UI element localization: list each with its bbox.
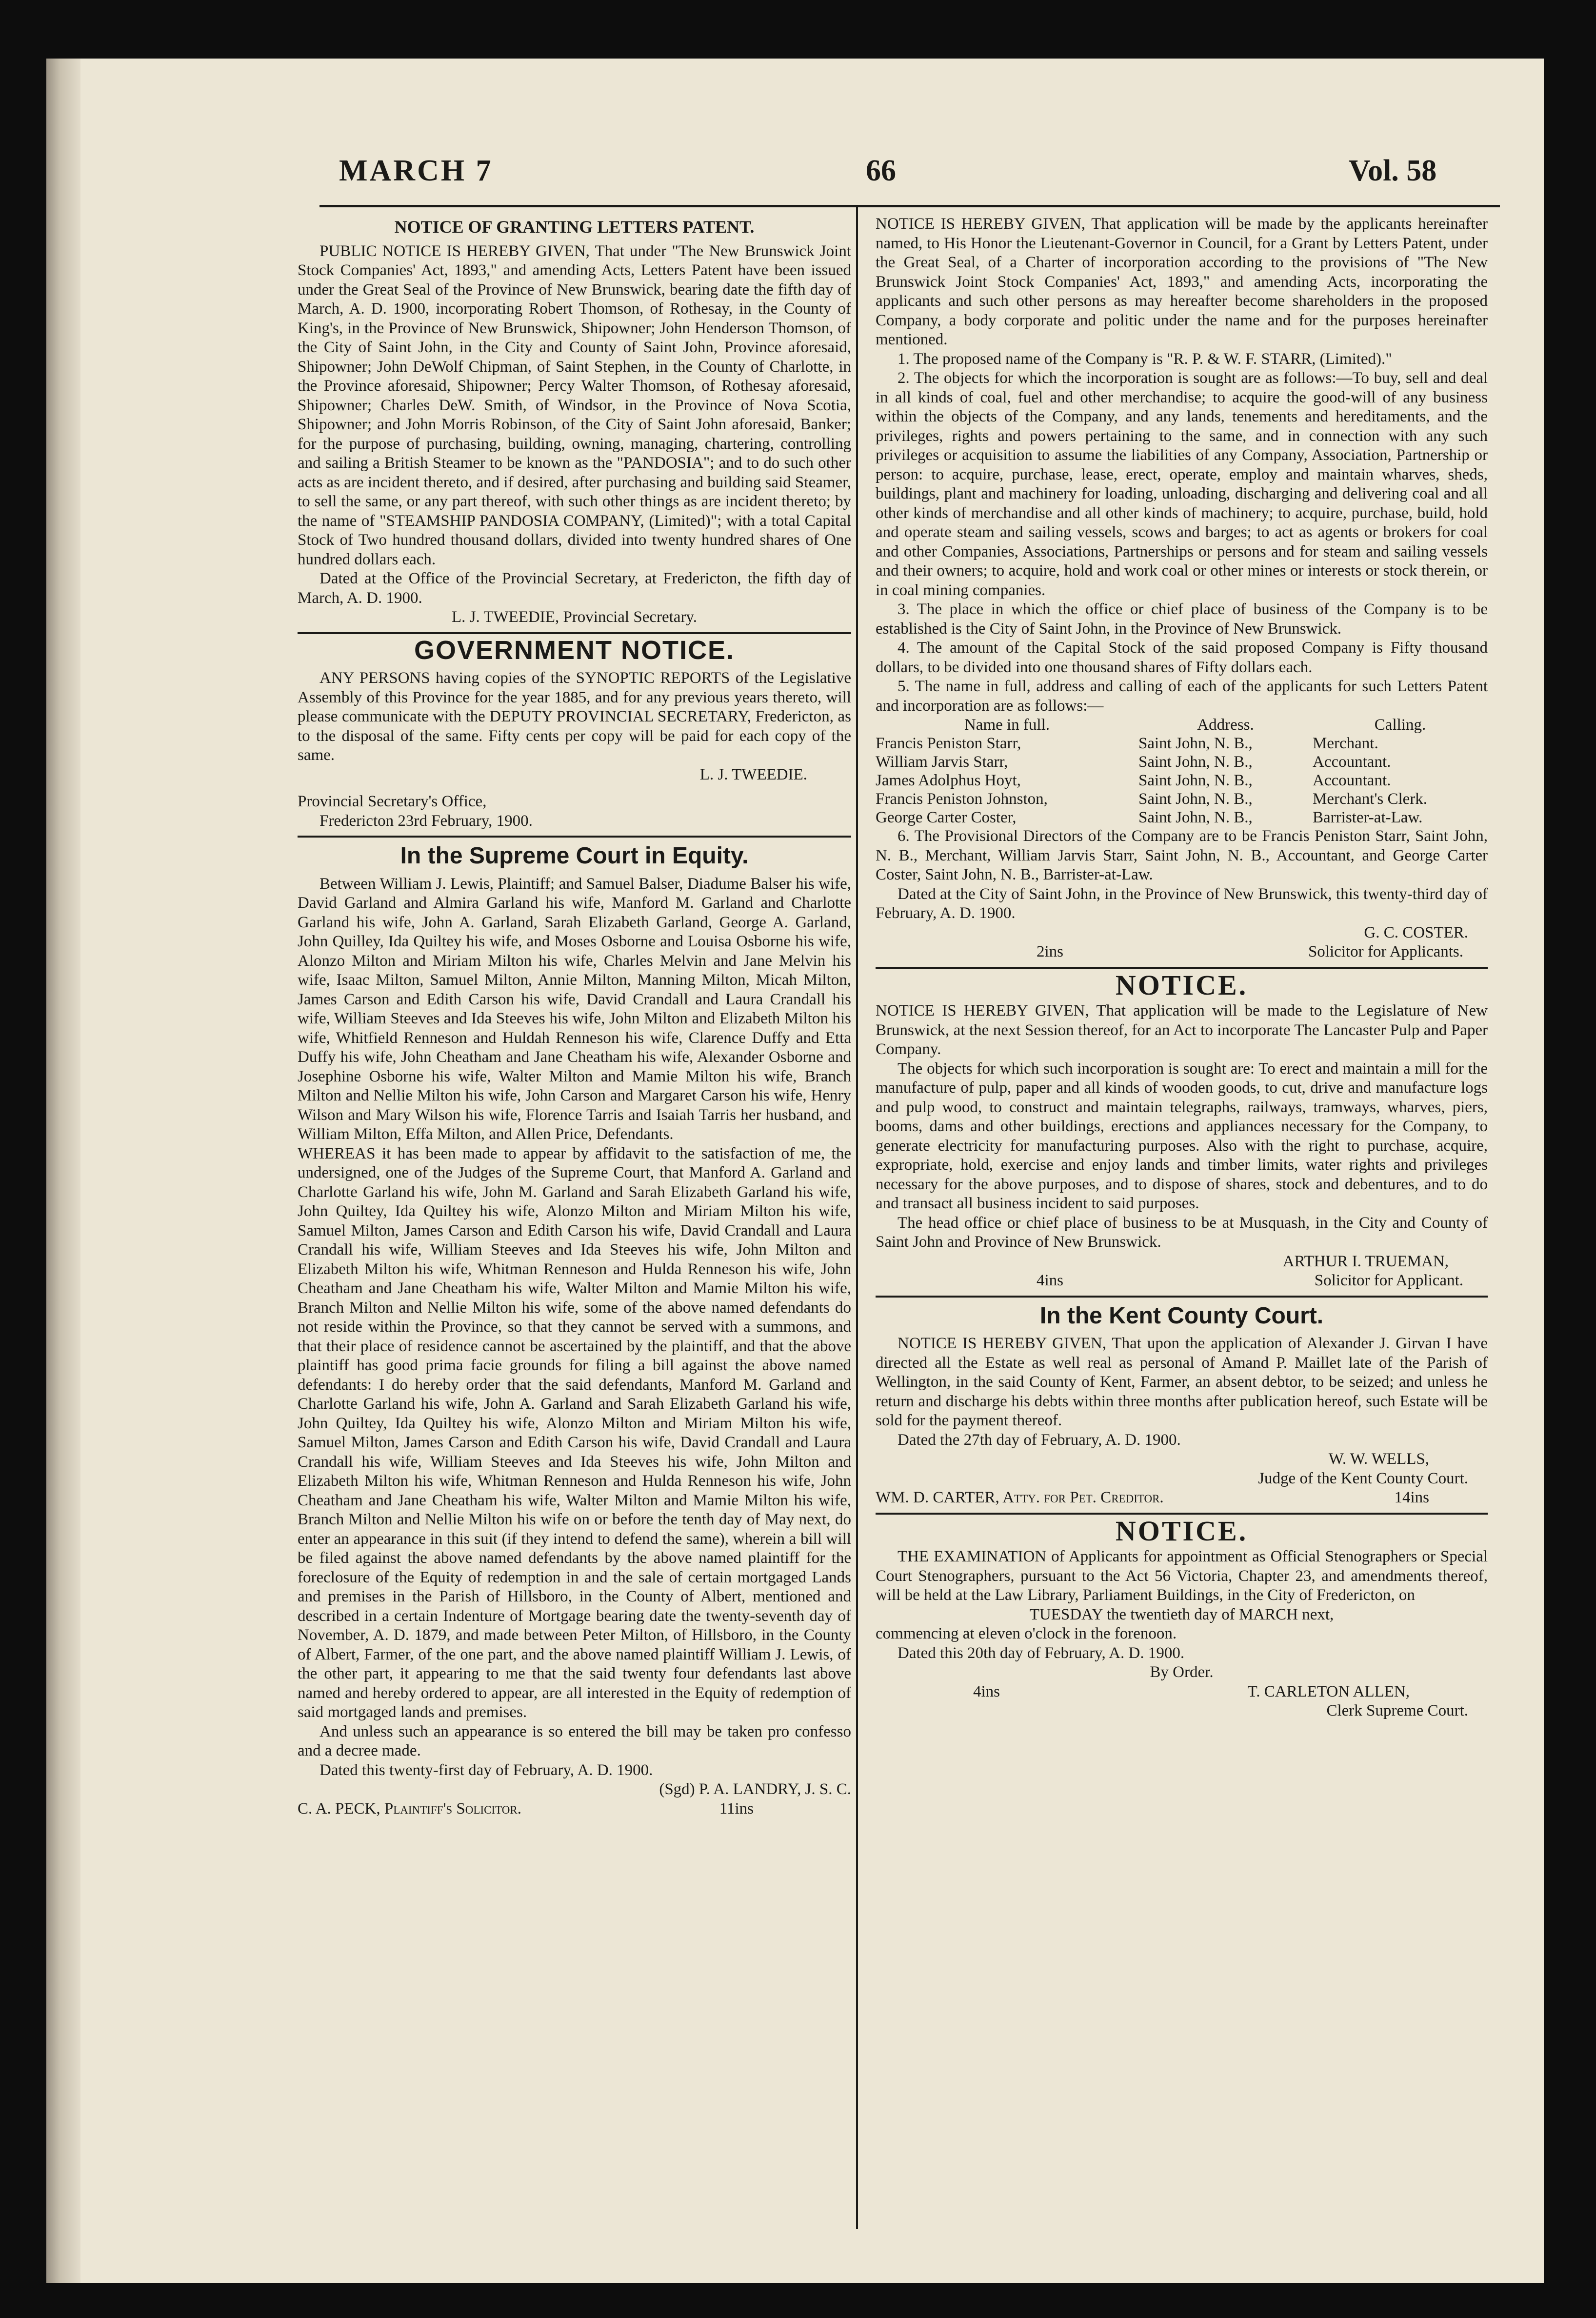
applicant-name: Francis Peniston Johnston, <box>876 790 1048 808</box>
section-rule <box>298 836 851 838</box>
examination-date-line: TUESDAY the twentieth day of MARCH next, <box>1029 1605 1334 1623</box>
letters-patent-notice <box>298 218 851 627</box>
starr-notice-role: Solicitor for Applicants. <box>1308 943 1463 960</box>
starr-notice-ins: 2ins <box>1037 943 1064 960</box>
applicant-calling: Merchant. <box>1313 735 1378 752</box>
lancaster-pulp-notice <box>876 969 1488 1291</box>
supreme-court-notice <box>298 843 851 1818</box>
government-notice <box>298 635 851 831</box>
section-rule <box>876 967 1488 969</box>
table-header: Address. <box>1197 716 1254 734</box>
kent-court-heading: In the Kent County Court. <box>1039 1302 1324 1329</box>
supreme-court-ins: 11ins <box>719 1799 754 1818</box>
table-header: Calling. <box>1374 716 1426 734</box>
examination-heading: NOTICE. <box>1115 1515 1248 1547</box>
table-row <box>876 808 1488 827</box>
applicant-calling: Accountant. <box>1313 772 1391 789</box>
book-spine <box>46 59 80 2283</box>
applicant-name: James Adolphus Hoyt, <box>876 772 1021 789</box>
page-number: 66 <box>866 154 896 187</box>
starr-notice-dated: Dated at the City of Saint John, in the Province of New Brunswick, this twenty-third day of February, A. D. 1900. <box>876 885 1488 922</box>
issue-date: MARCH 7 <box>339 154 493 187</box>
lancaster-notice-objects: The objects for which such incorporation is sought are: To erect and maintain a mill for the manufacture of pulp, paper and all kinds of wooden goods, to cut, drive and manufacture logs and pulp wood, to construct and maintain telegraphs, railways, tramways, wharves, piers, booms, dams and other buildings, erections and appliances necessary for the Company, to generate electricity for manufacturing purposes. Also with the right to purchase, acquire, expropriate, hold, exercise and enjoy lands and timber limits, water rights and privileges necessary for the above purposes, and to dispose of shares, stock and debentures, and to do and transact all business incident to said purposes. <box>876 1059 1488 1212</box>
government-notice-signature: L. J. TWEEDIE. <box>699 765 807 783</box>
lancaster-notice-intro: NOTICE IS HEREBY GIVEN, That application will be made to the Legislature of New Brunswick, at the next Session thereof, for an Act to incorporate The Lancaster Pulp and Paper Company. <box>876 1002 1488 1058</box>
applicant-name: George Carter Coster, <box>876 809 1017 826</box>
kent-court-body: NOTICE IS HEREBY GIVEN, That upon the application of Alexander J. Girvan I have directed all the Estate as well real as personal of Amand P. Maillet late of the Parish of Wellington, in the said County of Kent, Farmer, an absent debtor, to be seized; and unless he return and discharge his debts within three months after publication hereof, such Estate will be sold for the payment thereof. <box>876 1335 1488 1429</box>
letters-patent-signature: L. J. TWEEDIE, Provincial Secretary. <box>451 608 698 626</box>
examination-dated: Dated this 20th day of February, A. D. 1900. <box>898 1644 1185 1662</box>
starr-notice-p2: 2. The objects for which the incorporation is sought are as follows:—To buy, sell and deal in all kinds of coal, fuel and other merchandise; to acquire the good-will of any business within the objects of the Company, and any lands, tenements and hereditaments, and the privileges, rights and powers pertaining to the same, and in connection with any such privileges or acquisition to assume the liabilities of any Company, Association, Partnership or person: to acquire, purchase, lease, erect, operate, employ and maintain wharves, sheds, buildings, plant and machinery for loading, unloading, discharging and delivering coal and all other kinds of merchandise and all other kinds of machinery; to acquire, purchase, build, hold and operate steam and sailing vessels, scows and barges; to act as agents or brokers for coal and other Companies, Associations, Partnerships or persons and for steam and sailing vessels and their owners; to acquire, hold and work coal or other mines or interests or stock therein, or in coal mining companies. <box>876 369 1488 599</box>
starr-notice-p4: 4. The amount of the Capital Stock of the said proposed Company is Fifty thousand dollars, to be divided into one thousand shares of Fifty dollars each. <box>876 639 1488 676</box>
supreme-court-whereas: WHEREAS it has been made to appear by affidavit to the satisfaction of me, the undersigned, one of the Judges of the Supreme Court, that Manford A. Garland and Charlotte Garland his wife, John M. Garland and Sarah Elizabeth Garland his wife, John Quiltey, Ida Quiltey his wife, Alonzo Milton and Miriam Milton his wife, Samuel Milton, James Carson and Edith Carson his wife, David Crandall and Laura Crandall his wife, William Steeves and Ida Steeves his wife, John Milton and Elizabeth Milton his wife, Whitman Renneson and Hulda Renneson his wife, John Cheatham and Jane Cheatham his wife, Walter Milton and Mamie Milton his wife, Branch Milton and Nellie Milton his wife, some of the above named defendants do not reside within the Province, so that they cannot be served with a summons, and that their place of residence cannot be ascertained by the plaintiff, and that the above plaintiff has good prima facie grounds for filing a bill against the above named defendants: I do hereby order that the said defendants, Manford M. Garland and Charlotte Garland his wife, John A. Garland and Sarah Elizabeth Garland his wife, John Quiltey, Ida Quiltey his wife, Alonzo Milton and Miriam Milton his wife, Samuel Milton, James Carson and Edith Carson his wife, David Crandall and Laura Crandall his wife, William Steeves and Ida Steeves his wife, John Milton and Elizabeth Milton his wife, Whitman Renneson and Hulda Renneson his wife, John Cheatham and Jane Cheatham his wife, Walter Milton and Mamie Milton his wife, Branch Milton and Nellie Milton his wife on or before the tenth day of May next, do enter an appearance in this suit (if they intend to defend the same), wherein a bill will be filed against the above named defendants by the above named plaintiff for the foreclosure of the Equity of redemption in and the sale of certain mortgaged Lands and premises in the Parish of Hillsboro, in the County of Albert, mentioned and described in a certain Indenture of Mortgage bearing date the twenty-seventh day of November, A. D. 1879, and made between Peter Milton, of Hillsboro, in the County of Albert, Farmer, of the one part, and the above named plaintiff William J. Lewis, of the other part, it appearing to me that the said twenty four defendants last above named and hereby ordered to appear, are all interested in the Equity of redemption of said mortgaged lands and premises. <box>298 1144 851 1721</box>
header-rule <box>319 205 1500 207</box>
kent-court-dated: Dated the 27th day of February, A. D. 1900. <box>898 1431 1181 1449</box>
letters-patent-heading: NOTICE OF GRANTING LETTERS PATENT. <box>394 217 755 237</box>
supreme-court-judge: (Sgd) P. A. LANDRY, J. S. C. <box>659 1780 851 1798</box>
supreme-court-heading: In the Supreme Court in Equity. <box>400 843 749 869</box>
supreme-court-parties: Between William J. Lewis, Plaintiff; and Samuel Balser, Diadume Balser his wife, David Garland and Almira Garland his wife, Manford M. Garland and Charlotte Garland his wife, John A. Garland, Sarah Elizabeth Garland, George A. Garland, John Quilley, Ida Quiltey his wife, and Moses Osborne and Louisa Osborne his wife, Alonzo Milton and Miriam Milton his wife, Charles Melvin and Jane Melvin his wife, Isaac Milton, Samuel Milton, Annie Milton, Manning Milton, Micah Milton, James Carson and Edith Carson his wife, David Crandall and Laura Crandall his wife, William Steeves and Ida Steeves his wife, John Milton and Elizabeth Milton his wife, Whitfield Renneson and Huldah Renneson his wife, Clarence Duffy and Etta Duffy his wife, John Cheatham and Jane Cheatham his wife, Alexander Osborne and Josephine Osborne his wife, Walter Milton and Mamie Milton his wife, Branch Milton and Nellie Milton his wife, John Carson and Margaret Carson his wife, Henry Wilson and Mary Wilson his wife, Florence Tarris and Isaiah Tarris her husband, and William Milton, Effa Milton, and Allen Price, Defendants. <box>298 875 851 1143</box>
applicant-name: William Jarvis Starr, <box>876 753 1008 771</box>
section-rule <box>876 1296 1488 1298</box>
government-notice-heading: GOVERNMENT NOTICE. <box>414 635 735 665</box>
supreme-court-dated: Dated this twenty-first day of February, A. D. 1900. <box>319 1761 653 1779</box>
starr-notice-role-row <box>876 942 1488 962</box>
table-header: Name in full. <box>964 716 1050 734</box>
starr-notice-signature: G. C. COSTER. <box>1364 923 1468 941</box>
examination-role: Clerk Supreme Court. <box>1326 1702 1468 1719</box>
kent-court-ins: 14ins <box>1394 1489 1429 1506</box>
government-notice-office-date: Fredericton 23rd February, 1900. <box>319 812 533 830</box>
starr-incorporation-notice <box>876 215 1488 962</box>
examination-ins: 4ins <box>973 1682 1000 1700</box>
volume-number: Vol. 58 <box>1349 154 1437 187</box>
applicant-calling: Merchant's Clerk. <box>1313 790 1428 808</box>
starr-notice-p1: 1. The proposed name of the Company is "R. P. & W. F. STARR, (Limited)." <box>898 350 1392 368</box>
examination-by-order: By Order. <box>1150 1663 1214 1681</box>
applicant-address: Saint John, N. B., <box>1138 772 1253 789</box>
lancaster-notice-ins: 4ins <box>1037 1272 1064 1289</box>
starr-notice-intro: NOTICE IS HEREBY GIVEN, That application will be made by the applicants hereinafter named, to His Honor the Lieutenant-Governor in Council, for a Grant by Letters Patent, under the Great Seal, of a Charter of incorporation according to the provisions of "The New Brunswick Joint Stock Companies' Act, 1893," and amending Acts, incorporating the applicants and such other persons as may hereafter become shareholders in the proposed Company, a body corporate and politic under the name and for the purposes hereinafter mentioned. <box>876 215 1488 348</box>
supreme-court-solicitor-row <box>298 1799 851 1819</box>
starr-notice-p6: 6. The Provisional Directors of the Company are to be Francis Peniston Starr, Saint John, N. B., Merchant, William Jarvis Starr, Saint John, N. B., Accountant, and George Carter Coster, Saint John, N. B., Barrister-at-Law. <box>876 827 1488 883</box>
lancaster-notice-signature: ARTHUR I. TRUEMAN, <box>1282 1252 1449 1270</box>
starr-notice-p5: 5. The name in full, address and calling of each of the applicants for such Letters Patent and incorporation are as follows:— <box>876 678 1488 715</box>
government-notice-office: Provincial Secretary's Office, <box>298 793 487 810</box>
spacer <box>298 784 851 792</box>
government-notice-body: ANY PERSONS having copies of the SYNOPTIC REPORTS of the Legislative Assembly of this Province for the year 1885, and for any previous years thereto, will please communicate with the DEPUTY PROVINCIAL SECRETARY, Fredericton, as to the disposal of the same. Fifty cents per copy will be paid for each copy of the same. <box>298 669 851 764</box>
stenographer-examination-notice <box>876 1515 1488 1721</box>
letters-patent-dated: Dated at the Office of the Provincial Secretary, at Fredericton, the fifth day of March, A. D. 1900. <box>298 570 851 607</box>
column-divider <box>856 205 858 2229</box>
applicant-name: Francis Peniston Starr, <box>876 735 1021 752</box>
left-column <box>298 215 851 2229</box>
section-rule <box>876 1513 1488 1515</box>
examination-signature: T. CARLETON ALLEN, <box>1247 1682 1410 1700</box>
applicants-table <box>876 716 1488 827</box>
supreme-court-unless: And unless such an appearance is so entered the bill may be taken pro confesso and a decree made. <box>298 1722 851 1759</box>
applicant-calling: Barrister-at-Law. <box>1313 809 1423 826</box>
applicant-address: Saint John, N. B., <box>1138 809 1253 826</box>
table-row <box>876 753 1488 771</box>
lancaster-notice-office: The head office or chief place of business to be at Musquash, in the City and County of Saint John and Province of New Brunswick. <box>876 1214 1488 1251</box>
table-row <box>876 734 1488 753</box>
examination-signature-row <box>876 1682 1488 1702</box>
applicant-address: Saint John, N. B., <box>1138 753 1253 771</box>
lancaster-notice-role-row <box>876 1271 1488 1291</box>
examination-time-line: commencing at eleven o'clock in the forenoon. <box>876 1625 1177 1642</box>
right-column <box>876 215 1488 2229</box>
kent-court-judge: W. W. WELLS, <box>1328 1450 1429 1468</box>
letters-patent-body: PUBLIC NOTICE IS HEREBY GIVEN, That under "The New Brunswick Joint Stock Companies' Act, 1893," and amending Acts, Letters Patent have been issued under the Great Seal of the Province of New Brunswick, bearing date the fifth day of March, A. D. 1900, incorporating Robert Thomson, of Rothesay, in the County of King's, in the Province of New Brunswick, Shipowner; John Henderson Thomson, of the City of Saint John, in the City and County of Saint John, Province aforesaid, Shipowner; John DeWolf Chipman, of Saint Stephen, in the County of Charlotte, in the Province aforesaid, Shipowner; Percy Walter Thomson, of Rothesay aforesaid, Shipowner; Charles DeW. Smith, of Windsor, in the Province of Nova Scotia, Shipowner; and John Morris Robinson, of the City of Saint John aforesaid, Banker; for the purpose of purchasing, building, owning, managing, chartering, controlling and sailing a British Steamer to be known as the "PANDOSIA"; and to do such other acts as are incident thereto, and if desired, after purchasing and building said Steamer, to sell the same, or any part thereof, with such other things as are incident thereto; by the name of "STEAMSHIP PANDOSIA COMPANY, (Limited)"; with a total Capital Stock of Two hundred thousand dollars, divided into twenty hundred shares of One hundred dollars each. <box>298 242 851 568</box>
kent-court-judge-role: Judge of the Kent County Court. <box>1258 1469 1468 1487</box>
applicant-calling: Accountant. <box>1313 753 1391 771</box>
table-row <box>876 790 1488 808</box>
starr-notice-p3: 3. The place in which the office or chief place of business of the Company is to be established is the City of Saint John, in the Province of New Brunswick. <box>876 600 1488 638</box>
gazette-page <box>46 59 1544 2283</box>
supreme-court-solicitor: C. A. PECK, Plaintiff's Solicitor. <box>298 1799 521 1818</box>
applicant-address: Saint John, N. B., <box>1138 735 1253 752</box>
section-rule <box>298 632 851 634</box>
table-header-row <box>876 716 1488 734</box>
lancaster-notice-role: Solicitor for Applicant. <box>1314 1272 1463 1289</box>
applicant-address: Saint John, N. B., <box>1138 790 1253 808</box>
kent-court-attorney: WM. D. CARTER, Atty. for Pet. Creditor. <box>876 1489 1164 1506</box>
kent-court-attorney-row <box>876 1488 1488 1508</box>
table-row <box>876 771 1488 790</box>
examination-body: THE EXAMINATION of Applicants for appointment as Official Stenographers or Special Court Stenographers, pursuant to the Act 56 Victoria, Chapter 23, and amendments thereof, will be held at the Law Library, Parliament Buildings, in the City of Fredericton, on <box>876 1548 1488 1604</box>
kent-county-court-notice <box>876 1302 1488 1508</box>
lancaster-notice-heading: NOTICE. <box>1115 969 1248 1001</box>
